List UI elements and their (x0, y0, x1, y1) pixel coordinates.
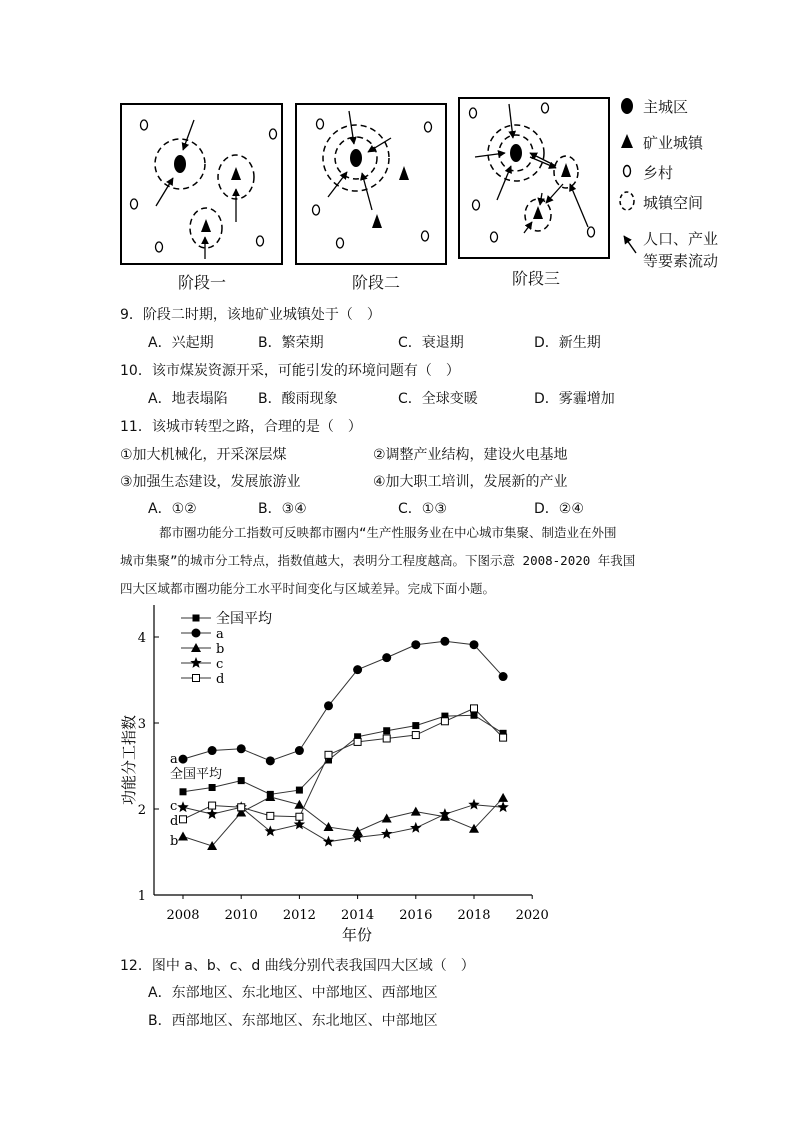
series-d (180, 705, 507, 823)
legend-flow-line2: 等要素流动 (643, 252, 719, 270)
flow-arrow (156, 178, 173, 206)
q11-item-2: ②调整产业结构，建设火电基地 (373, 447, 568, 463)
legend-marker (193, 675, 200, 682)
data-point-c (265, 825, 276, 836)
mining-town-icon (231, 167, 241, 180)
stage-2-diagram (296, 104, 446, 264)
legend-town-space: 城镇空间 (643, 194, 704, 212)
data-point-national-average (238, 777, 245, 784)
y-tick-label: 2 (137, 803, 146, 818)
flow-legend-arrow (624, 236, 636, 253)
legend-flow-line1: 人口、产业 (643, 230, 719, 248)
q12-option-a: A．东部地区、东北地区、中部地区、西部地区 (148, 985, 438, 1001)
x-tick-label: 2018 (457, 908, 491, 923)
q10-option-c: C．全球变暖 (398, 391, 478, 407)
stage-3-diagram (459, 98, 609, 258)
data-point-c (381, 828, 392, 839)
data-point-a (499, 672, 508, 681)
x-axis-title: 年份 (341, 926, 373, 944)
flow-arrow (509, 104, 513, 138)
data-point-d (296, 813, 303, 820)
main-city-dot (350, 149, 362, 167)
q9-option-c: C．衰退期 (398, 335, 464, 351)
village-icon (270, 129, 277, 139)
data-point-c (468, 799, 479, 810)
data-point-a (470, 640, 479, 649)
q10-option-d: D．雾霾增加 (534, 391, 615, 407)
legend-label-d: d (216, 672, 225, 687)
q12-option-b: B．西部地区、东部地区、东北地区、中部地区 (148, 1013, 438, 1029)
data-point-a (411, 640, 420, 649)
q11-option-a: A．①② (148, 501, 197, 517)
q11-item-3: ③加强生态建设，发展旅游业 (120, 474, 301, 490)
village-icon (317, 119, 324, 129)
flow-arrow (183, 120, 194, 150)
data-point-d (500, 734, 507, 741)
y-tick-label: 4 (137, 631, 146, 646)
legend-mining-town: 矿业城镇 (643, 134, 704, 152)
legend-label-national-average: 全国平均 (216, 611, 272, 627)
flow-arrow (530, 153, 556, 166)
series-line-c (183, 805, 503, 842)
data-point-a (208, 746, 217, 755)
data-point-national-average (296, 787, 303, 794)
line-label-national-average: 全国平均 (170, 767, 223, 782)
q11-option-c: C．①③ (398, 501, 447, 517)
data-point-a (353, 665, 362, 674)
data-point-d (238, 804, 245, 811)
diagram-legend-symbols (620, 98, 636, 253)
data-point-a (440, 637, 449, 646)
line-label-c: c (170, 799, 178, 814)
data-point-national-average (209, 784, 216, 791)
series-b (178, 792, 508, 850)
q10-stem: 10．该市煤炭资源开采，可能引发的环境问题有（ ） (120, 363, 460, 379)
village-icon (422, 231, 429, 241)
flow-arrow (570, 184, 588, 227)
mining-town-icon (533, 206, 543, 219)
series-line-d (183, 708, 503, 819)
series-a (179, 637, 508, 766)
line-label-b: b (170, 834, 179, 849)
data-point-c (352, 831, 363, 842)
village-icon (425, 122, 432, 132)
x-tick-label: 2020 (515, 908, 549, 923)
village-icon (313, 205, 320, 215)
data-point-c (410, 822, 421, 833)
q10-option-b: B．酸雨现象 (258, 391, 338, 407)
x-tick-label: 2008 (166, 908, 200, 923)
data-point-c (323, 836, 334, 847)
q9-stem: 9．阶段二时期，该地矿业城镇处于（ ） (120, 307, 381, 323)
village-icon (257, 236, 264, 246)
q11-item-1: ①加大机械化，开采深层煤 (120, 447, 287, 463)
function-index-chart (100, 600, 560, 950)
main-city-dot (510, 144, 522, 162)
flow-arrow (368, 138, 391, 152)
legend-marker (192, 629, 201, 638)
legend-main-city: 主城区 (643, 98, 689, 116)
data-point-d (267, 812, 274, 819)
village-icon (131, 199, 138, 209)
passage-line-2: 城市集聚”的城市分工特点，指数值越大，表明分工程度越高。下图示意 2008-2020 年我国 (120, 553, 636, 568)
legend-label-a: a (216, 627, 224, 642)
stage-1-label: 阶段一 (178, 273, 227, 292)
x-tick-label: 2016 (399, 908, 433, 923)
data-point-b (178, 832, 188, 841)
stage-2-label: 阶段二 (352, 273, 401, 292)
x-tick-label: 2012 (282, 908, 316, 923)
main-city-legend-icon (621, 98, 633, 114)
main-city-dot (174, 155, 186, 173)
town-space-legend-icon (620, 192, 634, 210)
flow-arrow (546, 184, 563, 203)
series-line-a (183, 641, 503, 761)
q9-option-a: A．兴起期 (148, 335, 214, 351)
village-legend-icon (624, 166, 631, 177)
village-icon (473, 200, 480, 210)
x-tick-label: 2014 (341, 908, 375, 923)
mining-town-icon (561, 163, 571, 177)
q9-option-b: B．繁荣期 (258, 335, 324, 351)
village-icon (542, 103, 549, 113)
flow-arrow (349, 111, 354, 144)
village-icon (588, 227, 595, 237)
data-point-c (497, 801, 508, 812)
data-point-a (324, 701, 333, 710)
q11-stem: 11．该城市转型之路，合理的是（ ） (120, 419, 362, 435)
data-point-d (209, 802, 216, 809)
village-icon (470, 108, 477, 118)
chart-line-labels (170, 752, 222, 849)
data-point-a (266, 756, 275, 765)
passage-line-3: 四大区域都市圈功能分工水平时间变化与区域差异。完成下面小题。 (120, 581, 496, 596)
data-point-b (498, 793, 508, 802)
legend-label-b: b (216, 642, 225, 657)
data-point-d (180, 816, 187, 823)
data-point-national-average (383, 727, 390, 734)
chart-legend (181, 611, 272, 687)
passage-line-1: 都市圈功能分工指数可反映都市圈内“生产性服务业在中心城市集聚、制造业在外围 (159, 525, 617, 540)
data-point-d (441, 718, 448, 725)
legend-marker (193, 615, 200, 622)
village-icon (491, 232, 498, 242)
flow-arrow (362, 173, 372, 210)
legend-village: 乡村 (643, 164, 674, 182)
data-point-a (382, 653, 391, 662)
q12-stem: 12．图中 a、b、c、d 曲线分别代表我国四大区域（ ） (120, 958, 475, 974)
legend-marker (190, 657, 201, 668)
data-point-a (295, 746, 304, 755)
mining-town-icon (399, 166, 409, 180)
stage-1-diagram (121, 104, 282, 264)
q11-item-4: ④加大职工培训，发展新的产业 (373, 474, 568, 490)
data-point-b (324, 822, 334, 831)
data-point-d (471, 705, 478, 712)
data-point-national-average (180, 788, 187, 795)
q9-option-d: D．新生期 (534, 335, 601, 351)
y-tick-label: 1 (137, 889, 146, 904)
series-line-b (183, 797, 503, 846)
chart-series (177, 637, 509, 850)
q11-option-b: B．③④ (258, 501, 307, 517)
x-tick-label: 2010 (224, 908, 258, 923)
mining-town-legend-icon (621, 134, 633, 148)
q10-option-a: A．地表塌陷 (148, 391, 228, 407)
flow-arrow (328, 172, 347, 197)
stage-3-label: 阶段三 (512, 269, 561, 288)
data-point-c (206, 808, 217, 819)
data-point-d (325, 751, 332, 758)
mining-town-icon (201, 219, 211, 232)
series-line-national-average (183, 715, 503, 794)
legend-label-c: c (216, 657, 224, 672)
village-icon (141, 120, 148, 130)
q11-option-d: D．②④ (534, 501, 584, 517)
data-point-d (354, 738, 361, 745)
data-point-national-average (471, 712, 478, 719)
village-icon (156, 242, 163, 252)
data-point-national-average (412, 722, 419, 729)
data-point-c (177, 801, 188, 812)
line-label-a: a (170, 752, 178, 767)
y-axis-title: 功能分工指数 (120, 714, 138, 806)
data-point-d (412, 732, 419, 739)
village-icon (337, 238, 344, 248)
data-point-a (237, 744, 246, 753)
line-label-d: d (170, 814, 179, 829)
mining-town-icon (372, 214, 382, 228)
series-national-average (180, 712, 507, 798)
data-point-d (383, 735, 390, 742)
flow-arrow (497, 166, 511, 200)
y-tick-label: 3 (137, 717, 146, 732)
data-point-a (179, 755, 188, 764)
flow-arrow (475, 153, 505, 157)
data-point-b (411, 807, 421, 816)
